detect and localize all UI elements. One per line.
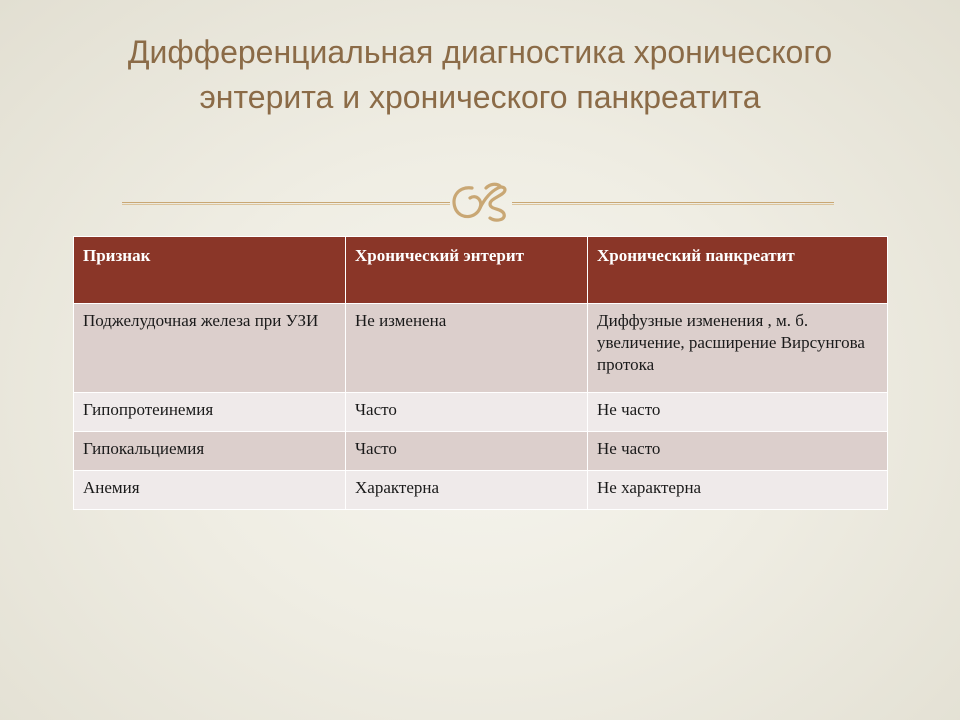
table-cell: Не часто (588, 393, 888, 432)
table-cell: Диффузные изменения , м. б. увеличение, расширение Вирсунгова протока (588, 304, 888, 393)
decorative-flourish-icon (446, 178, 516, 224)
table-row (74, 471, 888, 510)
slide-title-line-1: Дифференциальная диагностика хронического (127, 34, 833, 70)
slide-title-line-2: энтерита и хронического панкреатита (199, 79, 761, 115)
table-cell: Часто (346, 432, 588, 471)
table-header-row (74, 237, 888, 304)
header-chronic-enteritis: Хронический энтерит (346, 237, 588, 304)
slide-title (40, 30, 920, 120)
table-cell: Гипопротеинемия (74, 393, 346, 432)
table-row (74, 304, 888, 393)
table-cell: Часто (346, 393, 588, 432)
table-row (74, 432, 888, 471)
table-cell: Гипокальциемия (74, 432, 346, 471)
table-row (74, 393, 888, 432)
table-cell: Анемия (74, 471, 346, 510)
header-chronic-pancreatitis: Хронический панкреатит (588, 237, 888, 304)
comparison-table (73, 236, 888, 510)
table-cell: Не часто (588, 432, 888, 471)
table-cell: Характерна (346, 471, 588, 510)
header-sign: Признак (74, 237, 346, 304)
table-cell: Не характерна (588, 471, 888, 510)
table-cell: Поджелудочная железа при УЗИ (74, 304, 346, 393)
ornament-line-left (122, 202, 450, 203)
ornament-line-right (512, 202, 834, 203)
table-cell: Не изменена (346, 304, 588, 393)
